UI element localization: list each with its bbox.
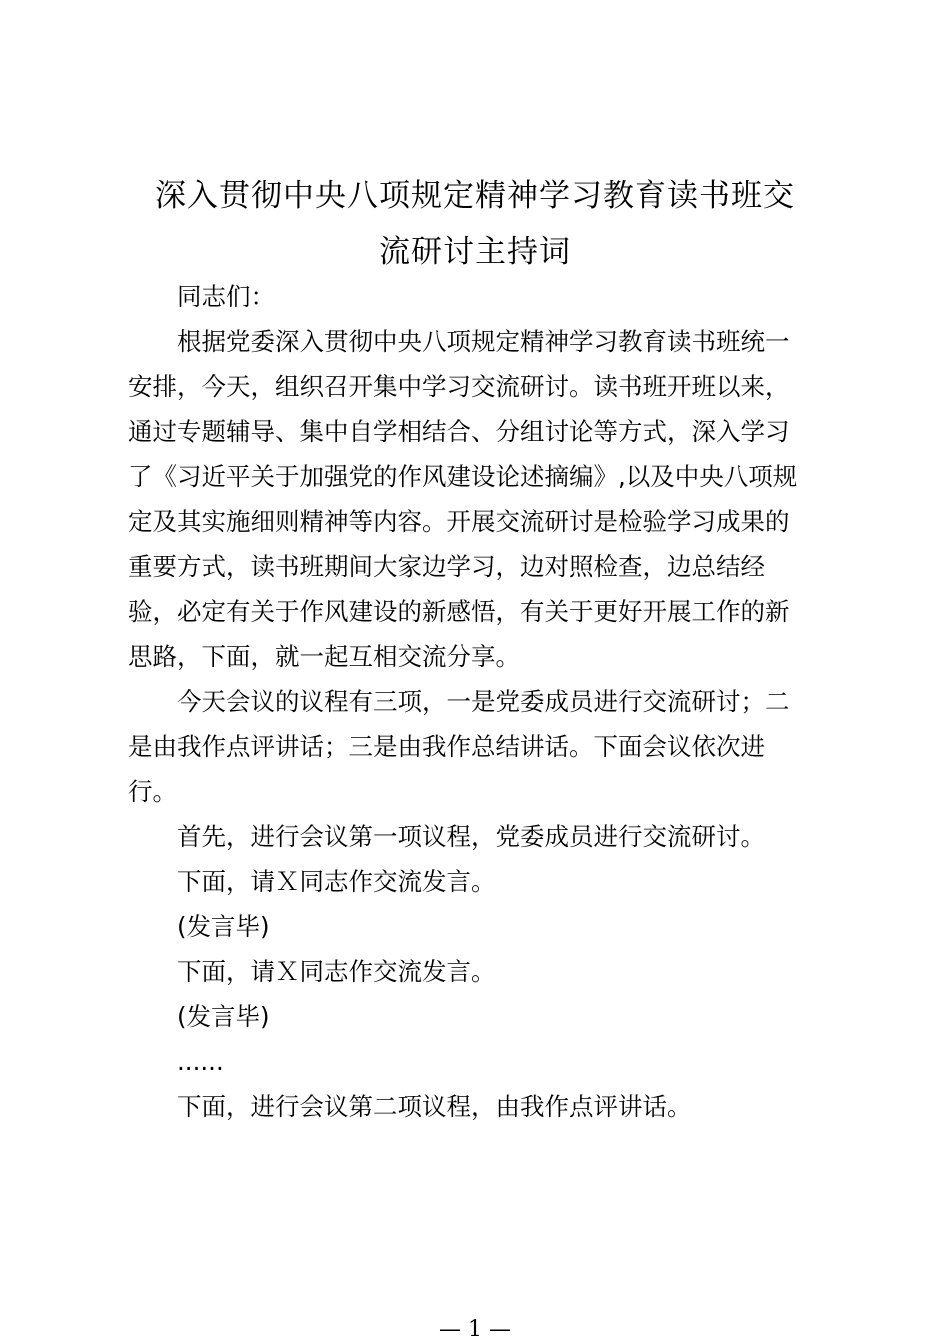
paragraph-line: 是由我作点评讲话；三是由我作总结讲话。下面会议依次进 — [128, 732, 765, 761]
agenda-item-2: 下面，进行会议第二项议程，由我作点评讲话。 — [177, 1092, 692, 1121]
paragraph-line: 今天会议的议程有三项，一是党委成员进行交流研讨；二 — [177, 687, 790, 716]
document-title — [110, 168, 840, 280]
speech-end-note-2: (发言毕) — [177, 1002, 270, 1031]
paragraph-1 — [128, 319, 820, 679]
paragraph-line: 重要方式，读书班期间大家边学习，边对照检查，边总结经 — [128, 552, 765, 581]
paragraph-line: 安排，今天，组织召开集中学习交流研讨。读书班开班以来， — [128, 372, 790, 401]
page-number: — 1 — — [439, 1317, 511, 1342]
paragraph-line: 定及其实施细则精神等内容。开展交流研讨是检验学习成果的 — [128, 507, 790, 536]
speech-end-note-1: (发言毕) — [177, 912, 270, 941]
paragraph-2 — [128, 679, 820, 814]
paragraph-line: 通过专题辅导、集中自学相结合、分组讨论等方式，深入学习 — [128, 417, 790, 446]
title-line-2: 流研讨主持词 — [379, 234, 571, 270]
paragraph-line: 根据党委深入贯彻中央八项规定精神学习教育读书班统一 — [177, 327, 790, 356]
ellipsis: ...... — [177, 1047, 224, 1076]
paragraph-line: 了《习近平关于加强党的作风建设论述摘编》,以及中央八项规 — [128, 462, 798, 491]
salutation: 同志们： — [177, 282, 275, 311]
speaker-call-1: 下面，请Ｘ同志作交流发言。 — [177, 867, 496, 896]
paragraph-line: 思路，下面，就一起互相交流分享。 — [128, 642, 520, 671]
agenda-item-1: 首先，进行会议第一项议程，党委成员进行交流研讨。 — [177, 822, 765, 851]
document-body — [128, 274, 820, 1129]
paragraph-line: 验，必定有关于作风建设的新感悟，有关于更好开展工作的新 — [128, 597, 790, 626]
speaker-call-2: 下面，请Ｘ同志作交流发言。 — [177, 957, 496, 986]
paragraph-line: 行。 — [128, 777, 177, 806]
title-line-1: 深入贯彻中央八项规定精神学习教育读书班交 — [155, 178, 795, 214]
